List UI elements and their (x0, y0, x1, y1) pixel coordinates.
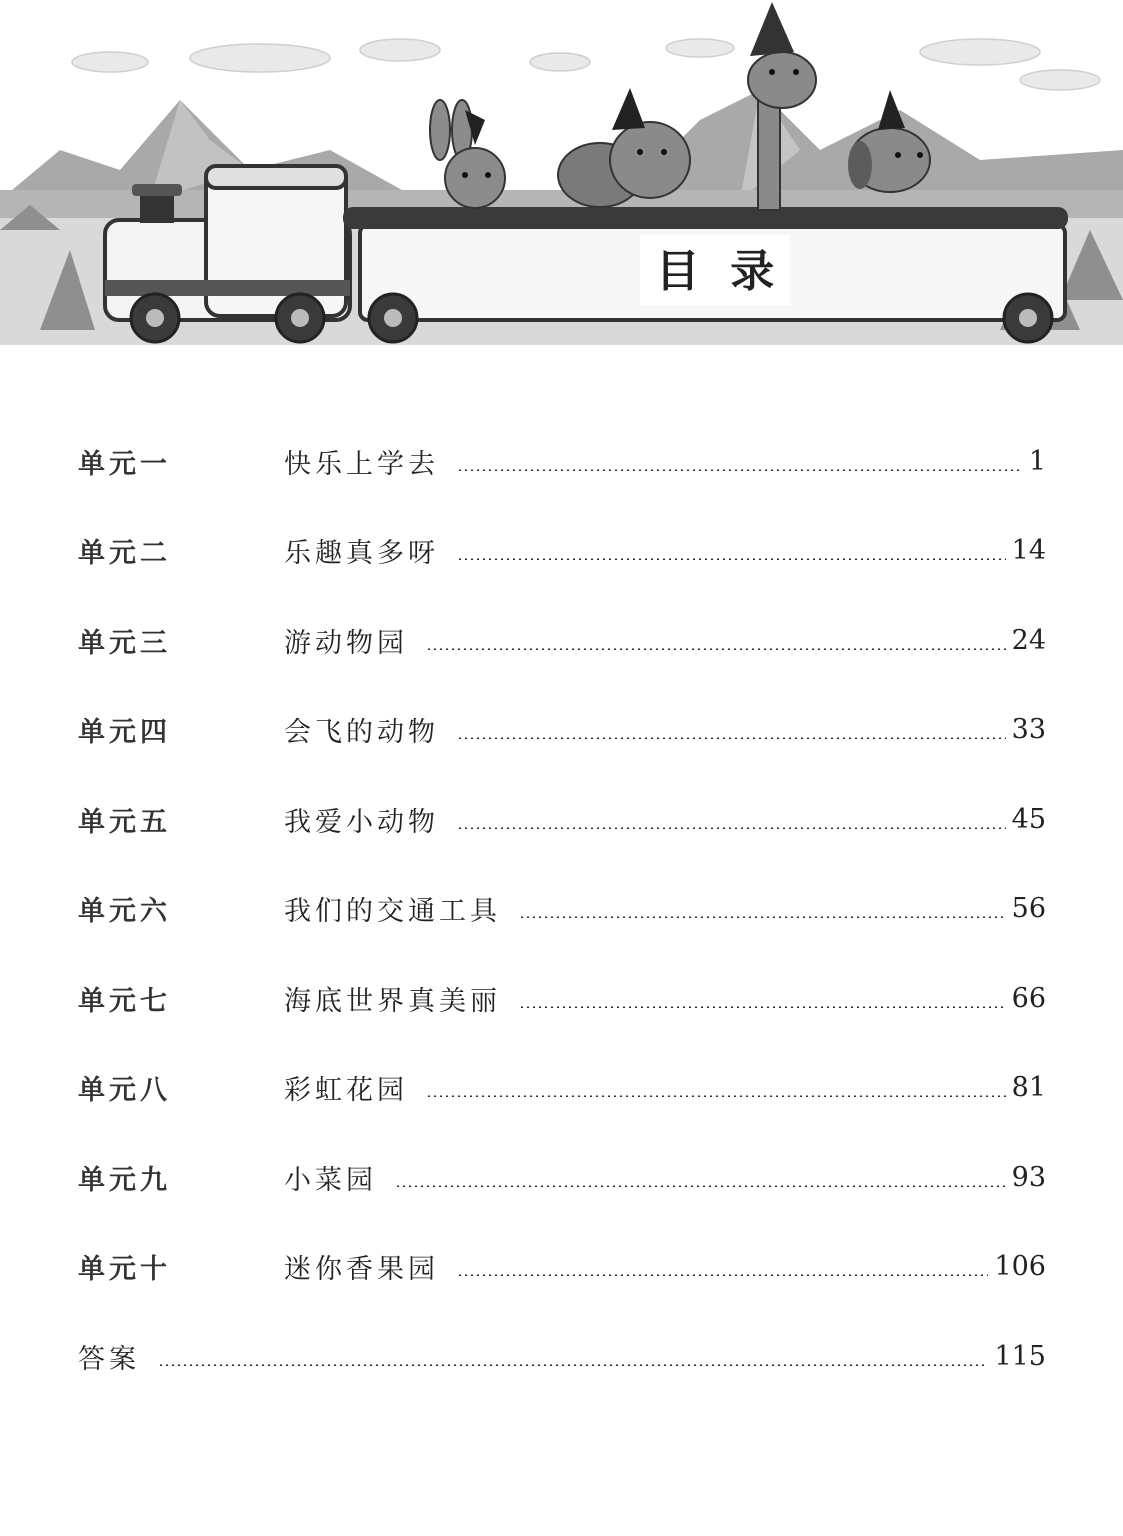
dot-leader (457, 558, 1006, 560)
unit-title: 迷你香果园 (284, 1253, 439, 1285)
dot-leader (158, 1364, 988, 1366)
toc-row-unit-1[interactable] (78, 441, 1046, 481)
page-number: 56 (1011, 892, 1046, 924)
answers-title: 答案 (78, 1343, 140, 1375)
toc-row-unit-4[interactable] (78, 709, 1046, 749)
unit-label: 单元八 (78, 1074, 171, 1106)
dot-leader (395, 1185, 1006, 1187)
page-number: 1 (1028, 445, 1046, 477)
dot-leader (457, 827, 1006, 829)
page-number: 115 (994, 1340, 1046, 1372)
dot-leader (457, 1274, 988, 1276)
unit-title: 我们的交通工具 (284, 895, 501, 927)
toc-row-answers[interactable] (78, 1336, 1046, 1376)
unit-label: 单元五 (78, 806, 171, 838)
toc-row-unit-7[interactable] (78, 978, 1046, 1018)
dot-leader (457, 737, 1006, 739)
page-number: 106 (994, 1250, 1046, 1282)
unit-title: 快乐上学去 (284, 448, 439, 480)
unit-label: 单元七 (78, 985, 171, 1017)
toc-row-unit-2[interactable] (78, 530, 1046, 570)
page-number: 66 (1011, 982, 1046, 1014)
page-number: 93 (1011, 1161, 1046, 1193)
unit-label: 单元九 (78, 1164, 171, 1196)
toc-row-unit-8[interactable] (78, 1067, 1046, 1107)
unit-label: 单元四 (78, 716, 171, 748)
page-number: 33 (1011, 713, 1046, 745)
unit-title: 乐趣真多呀 (284, 537, 439, 569)
unit-label: 单元十 (78, 1253, 171, 1285)
unit-label: 单元二 (78, 537, 171, 569)
unit-title: 海底世界真美丽 (284, 985, 501, 1017)
dot-leader (426, 648, 1006, 650)
unit-title: 小菜园 (284, 1164, 377, 1196)
toc-row-unit-9[interactable] (78, 1157, 1046, 1197)
dot-leader (457, 469, 1023, 471)
unit-label: 单元一 (78, 448, 171, 480)
dot-leader (519, 916, 1006, 918)
page-number: 14 (1011, 534, 1046, 566)
unit-label: 单元三 (78, 627, 171, 659)
toc-row-unit-3[interactable] (78, 620, 1046, 660)
page-title: 目 录 (655, 246, 775, 297)
toc-row-unit-10[interactable] (78, 1246, 1046, 1286)
unit-label: 单元六 (78, 895, 171, 927)
dot-leader (426, 1095, 1006, 1097)
toc-row-unit-6[interactable] (78, 888, 1046, 928)
page-number: 24 (1011, 624, 1046, 656)
unit-title: 我爱小动物 (284, 806, 439, 838)
unit-title: 会飞的动物 (284, 716, 439, 748)
page-number: 45 (1011, 803, 1046, 835)
dot-leader (519, 1006, 1006, 1008)
toc-row-unit-5[interactable] (78, 799, 1046, 839)
unit-title: 游动物园 (284, 627, 408, 659)
page-number: 81 (1011, 1071, 1046, 1103)
unit-title: 彩虹花园 (284, 1074, 408, 1106)
